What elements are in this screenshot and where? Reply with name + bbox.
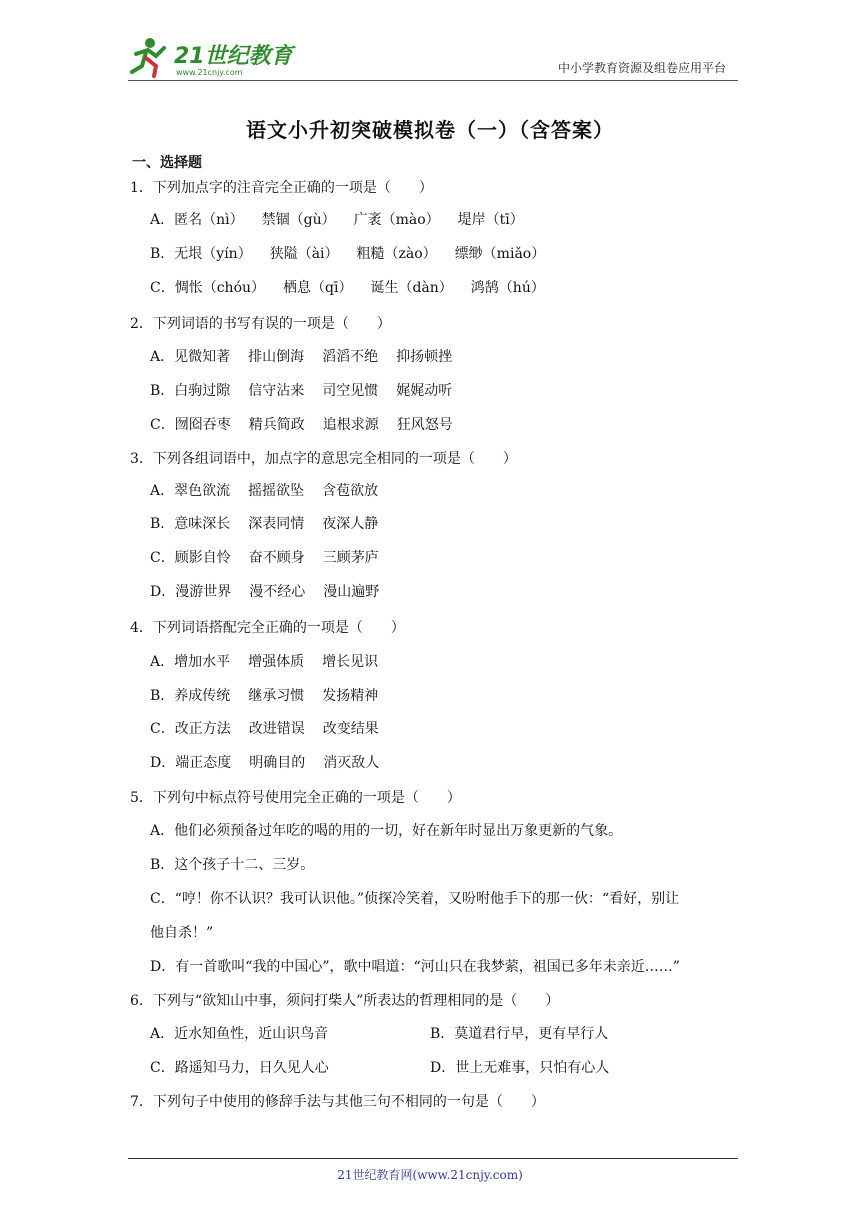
option-text: 娓娓动听: [396, 383, 453, 399]
question-stem: 1．下列加点字的注音完全正确的一项是（ ）: [130, 180, 433, 196]
option-text: 增长见识: [322, 654, 379, 670]
option-row: [150, 582, 397, 602]
option-text: 缥缈（miǎo）: [454, 246, 546, 262]
option-text: 抑扬顿挫: [396, 349, 453, 365]
option-text: 改变结果: [322, 721, 379, 737]
option-text: D．漫游世界: [150, 584, 232, 600]
option-text: B．这个孩子十二、三岁。: [150, 857, 315, 873]
option-text: C．顾影自怜: [150, 550, 231, 566]
option-row: [150, 244, 563, 264]
option-text: 栖息（qī）: [283, 280, 353, 296]
option-text: 发扬精神: [322, 688, 379, 704]
option-row: [150, 548, 397, 568]
runner-icon: [132, 38, 164, 76]
option-text: A．近水知鱼性，近山识鸟音: [150, 1026, 329, 1042]
question-stem: 3．下列各组词语中，加点字的意思完全相同的一项是（ ）: [130, 451, 517, 467]
option-text: 改进错误: [248, 721, 305, 737]
option-text: A．匿名（nì）: [150, 212, 244, 228]
option-text: B．白驹过隙: [150, 383, 231, 399]
option-text: 广袤（mào）: [353, 212, 440, 228]
option-row: [150, 719, 397, 739]
option-text: 摇摇欲坠: [248, 483, 305, 499]
option-text: 增强体质: [248, 654, 305, 670]
option-text: 禁锢（gù）: [261, 212, 336, 228]
option-text: 明确目的: [249, 755, 306, 771]
option-text: 消灭敌人: [323, 755, 380, 771]
question-stem: 4．下列词语搭配完全正确的一项是（ ）: [130, 620, 405, 636]
option-text: 漫不经心: [249, 584, 306, 600]
option-text: D．有一首歌叫“我的中国心”，歌中唱道：“河山只在我梦萦，祖国已多年未亲近……”: [150, 959, 680, 975]
page-title: 语文小升初突破模拟卷（一）（含答案）: [246, 118, 614, 142]
question-stem: 7．下列句子中使用的修辞手法与其他三句不相同的一句是（ ）: [130, 1094, 545, 1110]
logo: [128, 36, 298, 78]
option-text: 漫山遍野: [323, 584, 380, 600]
svg-text:21世纪教育: 21世纪教育: [174, 44, 293, 69]
option-text: 深表同情: [248, 516, 305, 532]
option-text: 奋不顾身: [248, 550, 305, 566]
option-text: D．世上无难事，只怕有心人: [430, 1060, 610, 1076]
option-text: B．无垠（yín）: [150, 246, 252, 262]
option-row: [150, 415, 471, 435]
option-row: [150, 514, 396, 534]
option-text: 狂风怒号: [396, 417, 453, 433]
option-text: A．他们必须预备过年吃的喝的用的一切，好在新年时显出万象更新的气象。: [150, 823, 623, 839]
page-footer: 21世纪教育网(www.21cnjy.com): [337, 1168, 523, 1182]
option-row: [150, 347, 470, 367]
option-text: A．见微知著: [150, 349, 231, 365]
option-text: D．端正态度: [150, 755, 232, 771]
option-text: 信守沾来: [248, 383, 305, 399]
option-row: [150, 481, 396, 501]
page-header: [128, 30, 738, 81]
option-row: [150, 652, 396, 672]
option-text: A．翠色欲流: [150, 483, 231, 499]
option-text: 含苞欲放: [322, 483, 379, 499]
option-text: 他自杀！”: [150, 925, 214, 941]
question-stem: 2．下列词语的书写有误的一项是（ ）: [130, 316, 391, 332]
option-text: 粗糙（zào）: [356, 246, 437, 262]
option-row: [150, 686, 396, 706]
site-tagline: 中小学教育资源及组卷应用平台: [557, 61, 726, 75]
option-text: 滔滔不绝: [322, 349, 379, 365]
option-text: 精兵简政: [248, 417, 305, 433]
option-text: C．路遥知马力，日久见人心: [150, 1060, 329, 1076]
option-row: [150, 278, 563, 298]
option-text: 诞生（dàn）: [370, 280, 453, 296]
option-text: C．惆怅（chóu）: [150, 280, 266, 296]
option-row: [150, 381, 470, 401]
option-text: B．意味深长: [150, 516, 231, 532]
option-text: C．囫囵吞枣: [150, 417, 231, 433]
option-text: 堤岸（tī）: [457, 212, 524, 228]
option-text: 排山倒海: [248, 349, 305, 365]
footer-divider: [128, 1158, 738, 1159]
option-text: 鸿鹄（hú）: [470, 280, 545, 296]
option-text: B．莫道君行早，更有早行人: [430, 1026, 609, 1042]
option-text: C．“哼！你不认识？我可认识他。”侦探冷笑着，又吩咐他手下的那一伙：“看好，别让: [150, 891, 680, 907]
option-text: C．改正方法: [150, 721, 231, 737]
section-heading: 一、选择题: [132, 155, 202, 171]
option-text: A．增加水平: [150, 654, 231, 670]
svg-text:www.21cnjy.com: www.21cnjy.com: [176, 68, 243, 77]
option-text: 三顾茅庐: [322, 550, 379, 566]
question-stem: 5．下列句中标点符号使用完全正确的一项是（ ）: [130, 790, 461, 806]
option-text: 继承习惯: [248, 688, 305, 704]
question-stem: 6．下列与“欲知山中事，须问打柴人”所表达的哲理相同的是（ ）: [130, 993, 560, 1009]
option-text: 追根求源: [322, 417, 379, 433]
option-row: [150, 210, 542, 230]
option-text: 狭隘（ài）: [269, 246, 339, 262]
option-text: 司空见惯: [322, 383, 379, 399]
option-text: B．养成传统: [150, 688, 231, 704]
option-text: 夜深人静: [322, 516, 379, 532]
option-row: [150, 753, 397, 773]
